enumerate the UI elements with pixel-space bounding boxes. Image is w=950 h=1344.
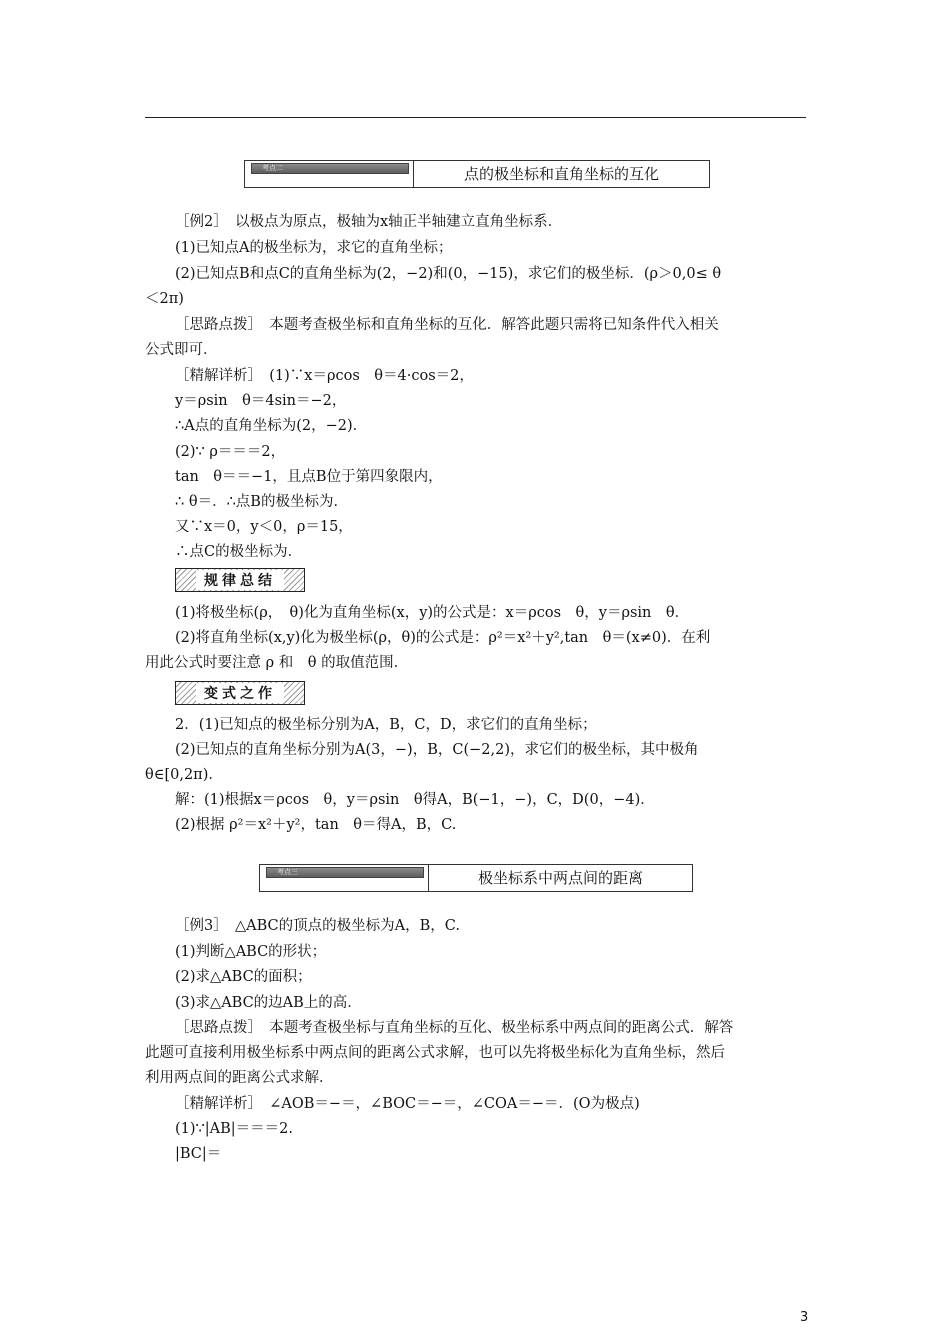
variant-badge-label: 变式之作 [196,683,284,703]
example-2-solution-8: ∴点C的极坐标为． [175,544,303,560]
example-2-solution-1: ［精解详析］ (1)∵x＝ρcos θ＝4·cos＝2， [175,368,474,384]
example-3-solution-3: |BC|＝ [175,1146,222,1162]
summary-badge [175,568,305,592]
example-3-hint-cont-1: 此题可直接利用极坐标系中两点间的距离公式求解，也可以先将极坐标化为直角坐标，然后 [145,1045,725,1061]
example-2-solution-2: y＝ρsin θ＝4sin＝−2， [175,393,347,409]
variant-line-3: θ∈[0,2π)． [145,767,223,783]
section-tag [245,161,414,187]
section-title: 极坐标系中两点间的距离 [477,869,643,887]
example-2-part2: (2)已知点B和点C的直角坐标为(2，−2)和(0，−15)，求它们的极坐标．(ρ＞0,0≤ θ [175,266,722,282]
variant-answer-1: 解：(1)根据x＝ρcos θ，y＝ρsin θ得A，B(−1，−)，C，D(0，−4)． [175,792,655,808]
example-2-part1: (1)已知点A的极坐标为，求它的直角坐标； [175,240,453,256]
example-3-part1: (1)判断△ABC的形状； [175,944,327,960]
example-2-solution-3: ∴A点的直角坐标为(2，−2)． [175,418,368,434]
example-2-part2-cont: ＜2π) [145,291,184,307]
summary-badge-label: 规律总结 [196,570,284,590]
variant-line-1: 2．(1)已知点的极坐标分别为A，B，C，D，求它们的直角坐标； [175,717,597,733]
section-header-3 [259,864,693,892]
example-3-hint-cont-2: 利用两点间的距离公式求解． [145,1070,334,1086]
section-tag-label: 考点三 [266,867,424,878]
example-2-solution-5: tan θ＝＝−1，且点B位于第四象限内， [175,469,443,485]
example-3-heading: ［例3］ △ABC的顶点的极坐标为A，B，C. [175,918,460,934]
example-3-part3: (3)求△ABC的边AB上的高． [175,995,362,1011]
header-rule [145,117,806,118]
example-3-hint: ［思路点拨］ 本题考查极坐标与直角坐标的互化、极坐标系中两点间的距离公式．解答 [175,1020,734,1036]
example-2-solution-7: 又∵x＝0，y＜0，ρ＝15， [175,519,353,535]
variant-badge [175,681,305,705]
example-2-hint-cont: 公式即可． [145,342,218,358]
summary-line-1: (1)将极坐标(ρ， θ)化为直角坐标(x，y)的公式是：x＝ρcos θ，y＝ρsin θ． [175,605,690,621]
example-3-solution-2: (1)∵|AB|＝＝＝2. [175,1121,293,1137]
variant-answer-2: (2)根据 ρ²＝x²＋y²，tan θ＝得A，B，C. [175,817,457,833]
section-title: 点的极坐标和直角坐标的互化 [463,165,659,183]
section-tag-label: 考点二 [251,163,409,174]
page-number: 3 [800,1310,809,1325]
summary-line-3: 用此公式时要注意 ρ 和 θ 的取值范围． [145,655,409,671]
section-header-2 [244,160,710,188]
example-3-part2: (2)求△ABC的面积； [175,969,312,985]
example-3-solution-1: ［精解详析］ ∠AOB＝−＝，∠BOC＝−＝，∠COA＝−＝．(O为极点) [175,1096,640,1112]
summary-line-2: (2)将直角坐标(x,y)化为极坐标(ρ，θ)的公式是：ρ²＝x²＋y²,tan θ＝(x≠0)．在利 [175,630,711,646]
example-2-heading: ［例2］ 以极点为原点，极轴为x轴正半轴建立直角坐标系． [175,214,563,230]
example-2-solution-4: (2)∵ ρ＝＝＝2， [175,444,286,460]
example-2-hint: ［思路点拨］ 本题考查极坐标和直角坐标的互化．解答此题只需将已知条件代入相关 [175,317,719,333]
example-2-solution-6: ∴ θ＝．∴点B的极坐标为． [175,494,348,510]
section-tag [260,865,429,891]
variant-line-2: (2)已知点的直角坐标分别为A(3，−)，B，C(−2,2)，求它们的极坐标，其中极角 [175,742,699,758]
